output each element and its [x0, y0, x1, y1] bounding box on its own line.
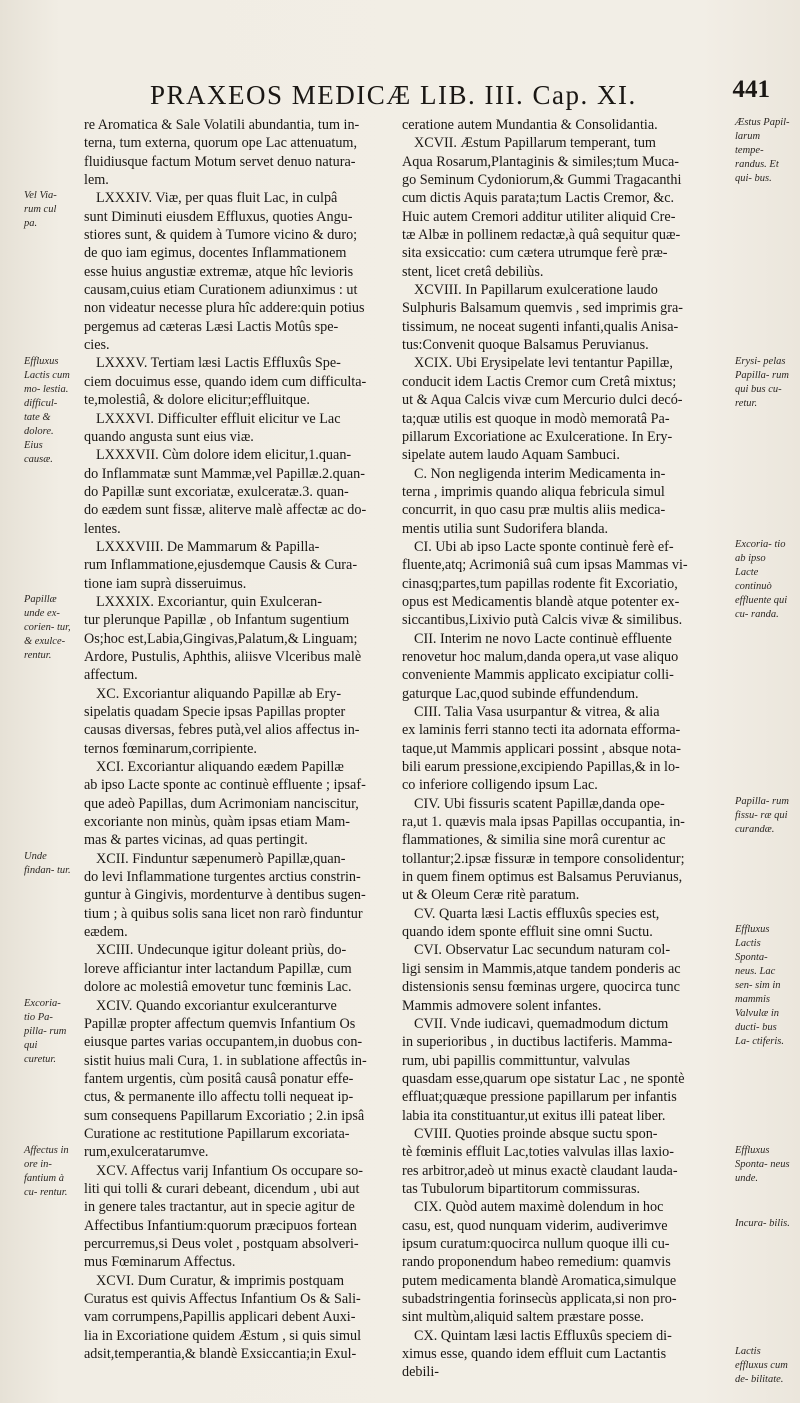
text-line: eædem. — [84, 924, 128, 941]
text-line: LXXXVII. Cùm dolore idem elicitur,1.quan- — [96, 447, 352, 464]
text-line: tas Tubulorum bipartitorum commissuras. — [402, 1180, 641, 1197]
text-line: Papillæ propter affectum quemvis Infantium Os — [84, 1015, 356, 1032]
text-line: subadstringentia forinsecùs applicata,si non pro- — [402, 1291, 677, 1307]
text-line: fluente,atq; Acrimoniâ suâ cum ipsas Mammas vi- — [402, 557, 688, 574]
text-line: Curatus est quivis Affectus Infantium Os & Sali- — [84, 1291, 361, 1307]
text-line: XCII. Finduntur sæpenumerò Papillæ,quan- — [96, 850, 346, 867]
right-text-column — [402, 116, 724, 1382]
text-line: ligi sensim in Mammis,atque tandem ponderis ac — [402, 960, 681, 977]
text-line: Os;hoc est,Labia,Gingivas,Palatum,& Linguam; — [84, 630, 358, 647]
text-line: tione iam suprà disseruimus. — [84, 575, 247, 592]
text-line: sipelate autem laudo Aquam Sambuci. — [402, 447, 620, 464]
text-line: percurremus,si Deus volet , postquam absolveri- — [84, 1235, 359, 1252]
margin-note: Lactis effluxus cum de- bilitate. — [735, 1346, 788, 1386]
text-line: Curatione ac restitutione Papillarum excoriata- — [84, 1125, 350, 1142]
text-line: rum,exulceratarumve. — [84, 1144, 209, 1161]
text-line: Huic autem Cremori additur utiliter aliquid Cre- — [402, 208, 676, 225]
text-line: causam,cuius etiam Curationem adiunximus : ut — [84, 282, 358, 299]
text-line: XCVI. Dum Curatur, & imprimis postquam — [96, 1272, 345, 1289]
text-line: tus:Convenit quoque Balsamus Peruvianus. — [402, 337, 649, 354]
text-line: gaturque Lac,quod subinde effundendum. — [402, 685, 639, 702]
margin-note: Unde findan- tur. — [24, 851, 71, 876]
text-line: ta;quæ utilis est quoque in modò memoratâ Pa- — [402, 410, 670, 427]
text-line: XCV. Affectus varij Infantium Os occupare so- — [96, 1162, 364, 1179]
margin-note: Papillæ unde ex- corien- tur, & exulce- rentur. — [24, 594, 71, 662]
text-line: lem. — [84, 172, 109, 189]
margin-note: Excoria- tio Pa- pilla- rum qui curetur. — [24, 997, 67, 1065]
text-line: Ardore, Pustulis, Aphthis, aliisve Vlceribus malè — [84, 648, 362, 665]
text-line: siccantibus,Lixivio putà Calcis vivæ & similibus. — [402, 612, 683, 629]
text-line: ctus, & permanente illo affectu tolli nequeat ip- — [84, 1089, 354, 1106]
text-line: XCVIII. In Papillarum exulceratione laudo — [414, 282, 658, 299]
text-line: ex laminis ferri stanno tecti ita adornata efforma- — [402, 722, 681, 739]
text-line: terna, tum externa, quorum ope Lac attenuatum, — [84, 135, 358, 152]
text-line: go Seminum Cydoniorum,& Gummi Tragacanthi — [402, 172, 682, 189]
text-line: tium ; à quibus solis sana licet non rarò finduntur — [84, 905, 363, 922]
text-line: sita exsiccatio: cum cætera utrumque ferè præ- — [402, 245, 668, 262]
text-line: in quem finem optimus est Balsamus Peruvianus, — [402, 869, 683, 886]
text-line: ra,ut 1. quævis mala ipsas Papillas occupantia, in- — [402, 814, 685, 831]
margin-note: Erysi- pelas Papilla- rum qui bus cu- retur. — [735, 355, 789, 409]
text-line: ab ipso Lacte sponte ac continuè effluente ; ipsaf- — [84, 777, 366, 794]
text-line: CV. Quarta læsi Lactis effluxûs species est, — [414, 905, 660, 922]
text-line: vam corrumpens,Papillis applicari debent Auxi- — [84, 1309, 356, 1326]
text-line: XCI. Excoriantur aliquando eædem Papillæ — [96, 759, 344, 776]
text-line: re Aromatica & Sale Volatili abundantia, tum in- — [84, 117, 360, 133]
text-line: ternos fœminarum,corripiente. — [84, 740, 257, 757]
text-line: cum dictis Aquis parata;tum Lactis Cremor, &c. — [402, 190, 675, 207]
text-line: causas diversas, febres putà,vel alios affectus in- — [84, 722, 360, 739]
text-line: CVIII. Quoties proinde absque suctu spon- — [414, 1125, 658, 1142]
text-line: ciem docuimus esse, quando idem cum difficulta- — [84, 373, 367, 390]
text-line: LXXXIV. Viæ, per quas fluit Lac, in culpâ — [96, 190, 338, 207]
text-line: Aqua Rosarum,Plantaginis & similes;tum Muca- — [402, 153, 680, 170]
text-line: adsit,temperantia,& blandè Exsiccantia;in Exul- — [84, 1346, 357, 1363]
left-text-column — [84, 116, 406, 1363]
margin-note: Papilla- rum fissu- ræ qui curandæ. — [735, 795, 789, 835]
text-line: stent, licet cretâ debiliùs. — [402, 263, 544, 280]
text-line: LXXXIX. Excoriantur, quin Exulceran- — [96, 593, 322, 610]
text-line: CIII. Talia Vasa usurpantur & vitrea, & alia — [414, 704, 660, 720]
text-line: dolore ac molestiâ emovetur tunc fœminis Lac. — [84, 979, 352, 996]
text-line: lia in Excoriatione quidem Æstum , si quis simul — [84, 1327, 362, 1344]
text-line: LXXXVI. Difficulter effluit elicitur ve Lac — [96, 410, 341, 427]
text-line: cinasq;partes,tum papillas rodente fit Excoriatio, — [402, 575, 678, 592]
text-line: res arbitror,adeò ut minus exactè claudant lauda- — [402, 1162, 678, 1179]
margin-note: Æstus Papil- larum tempe- randus. Et qui- bus. — [735, 117, 790, 184]
text-line: do eædem sunt fissæ, aliterve malè affectæ ac do- — [84, 502, 367, 519]
text-line: effluat;quæque pressione papillarum per infantis — [402, 1089, 677, 1106]
text-line: putem medicamenta blandè Aromatica,simulque — [402, 1272, 677, 1289]
text-line: taque,ut Mammis applicari possint , absque nota- — [402, 740, 681, 757]
text-line: tollantur;2.ipsæ fissuræ in tempore consolidentur; — [402, 850, 685, 867]
text-line: CVII. Vnde iudicavi, quemadmodum dictum — [414, 1015, 669, 1032]
text-line: affectum. — [84, 667, 138, 684]
text-line: co inferiore colligendo ipsum Lac. — [402, 777, 598, 794]
text-line: in superioribus , in ductibus lactiferis. Mamma- — [402, 1034, 673, 1051]
text-line: sunt Diminuti eiusdem Effluxus, quoties Angu- — [84, 208, 353, 225]
running-title: PRAXEOS MEDICÆ LIB. III. Cap. XI. — [150, 80, 637, 110]
text-line: XC. Excoriantur aliquando Papillæ ab Ery- — [96, 685, 342, 702]
margin-note: Affectus in ore in- fantium à cu- rentur. — [24, 1144, 69, 1198]
text-line: opus est Medicamentis blandè atque potenter ex- — [402, 593, 680, 610]
text-line: in genere tales tractantur, aut in specie agitur de — [84, 1199, 355, 1216]
text-line: ximus esse, quando idem effluit cum Lactantis — [402, 1346, 667, 1363]
text-line: CVI. Observatur Lac secundum naturam col- — [414, 942, 671, 959]
text-line: sint multùm,aliquid saltem præstare posse. — [402, 1309, 644, 1326]
text-line: CII. Interim ne novo Lacte continuè effluente — [414, 630, 672, 647]
text-line: ut & Oleum Ceræ ritè paratum. — [402, 887, 580, 904]
text-line: sum consequens Papillarum Excoriatio ; 2.in ipsâ — [84, 1107, 365, 1124]
margin-note: Excoria- tio ab ipso Lacte continuò effluente qui cu- randa. — [735, 539, 788, 621]
text-line: LXXXV. Tertiam læsi Lactis Effluxûs Spe- — [96, 355, 341, 372]
page-number: 441 — [732, 76, 770, 103]
text-line: excoriante non minùs, quàm ipsas etiam Mam- — [84, 814, 350, 831]
text-line: sipelatis quadam Specie ipsas Papillas propter — [84, 704, 346, 720]
margin-note: Incura- bilis. — [735, 1218, 790, 1229]
text-line: stiores sunt, & quidem à Tumore vicino & duro; — [84, 227, 358, 244]
text-line: de quo iam egimus, docentes Inflammationem — [84, 245, 347, 262]
text-line: rando proponendum habeo remedium: quamvis — [402, 1254, 671, 1271]
text-line: XCVII. Æstum Papillarum temperant, tum — [414, 135, 656, 152]
text-line: fluidiusque factum Motum servet denuo natura- — [84, 153, 356, 170]
text-line: XCIV. Quando excoriantur exulceranturve — [96, 997, 337, 1014]
text-line: C. Non negligenda interim Medicamenta in- — [414, 465, 666, 482]
text-line: fantem urgentis, cùm positâ causâ ponatur effe- — [84, 1070, 354, 1087]
text-line: tè fœminis effluit Lac,toties valvulas illas laxio- — [402, 1144, 674, 1161]
text-line: conveniente Mammis applicato excipiatur colli- — [402, 667, 674, 684]
margin-note: Vel Via- rum cul pa. — [24, 190, 57, 230]
text-line: conducit idem Lactis Cremor cum Cretâ mixtus; — [402, 373, 677, 390]
text-line: debili- — [402, 1364, 440, 1381]
text-line: CIX. Quòd autem maximè dolendum in hoc — [414, 1199, 664, 1216]
text-line: eiusque partes varias occupantem,in duobus con- — [84, 1034, 363, 1051]
text-line: LXXXVIII. De Mammarum & Papilla- — [96, 538, 320, 555]
text-line: loreve afficiantur inter lactandum Papillæ, cum — [84, 960, 352, 977]
text-line: quando idem sponte effluit sine omni Suctu. — [402, 924, 653, 941]
text-line: CX. Quintam læsi lactis Effluxûs speciem di- — [414, 1327, 672, 1344]
text-line: labia ita constituantur,ut exitus illi pateat liber. — [402, 1107, 666, 1124]
text-line: rum Inflammatione,ejusdemque Causis & Cura- — [84, 557, 358, 574]
text-line: pillarum Excoriatione ac Exulceratione. In Ery- — [402, 428, 673, 445]
text-line: renovetur hoc malum,danda opera,ut vase aliquo — [402, 648, 679, 665]
text-line: XCIX. Ubi Erysipelate levi tentantur Papillæ, — [414, 355, 673, 372]
text-line: non videatur necesse plura hîc addere:quin potius — [84, 300, 365, 317]
text-line: ceratione autem Mundantia & Consolidantia. — [402, 117, 658, 133]
text-line: guntur à Gingivis, mordenturve à dentibus sugen- — [84, 887, 366, 904]
text-line: do Papillæ sunt excoriatæ, exulceratæ.3. quan- — [84, 483, 349, 500]
running-header — [150, 76, 770, 114]
text-line: sistit huius mali Cura, 1. in sublatione affectûs in- — [84, 1052, 367, 1069]
text-line: Sulphuris Balsamum quemvis , sed imprimis gra- — [402, 300, 683, 317]
text-line: do levi Inflammatione turgentes arctius constrin- — [84, 869, 361, 886]
text-line: tur plerunque Papillæ , ob Infantum sugentium — [84, 612, 350, 629]
text-line: flammationes, & similia sine morâ curentur ac — [402, 832, 666, 849]
text-line: tissimum, ne noceat sugenti infanti,qualis Anisa- — [402, 318, 679, 335]
text-line: rum, ubi papillis committuntur, valvulas — [402, 1052, 630, 1069]
text-line: mas & partes vicinas, ad quas pertingit. — [84, 832, 308, 849]
margin-note: Effluxus Lactis cum mo- lestia. difficul- tate & dolore. Eius causæ. — [24, 355, 70, 465]
text-line: CI. Ubi ab ipso Lacte sponte continuè ferè ef- — [414, 538, 674, 555]
text-line: pergemus ad cæteras Læsi Lactis Motûs spe- — [84, 318, 339, 335]
text-line: mus Fœminarum Affectus. — [84, 1254, 236, 1271]
text-line: que adeò Papillas, dum Acrimoniam nanciscitur, — [84, 795, 359, 812]
text-line: Affectibus Infantium:quorum præcipuos fortean — [84, 1217, 357, 1234]
text-line: XCIII. Undecunque igitur doleant priùs, do- — [96, 942, 347, 959]
margin-note: Effluxus Lactis Sponta- neus. Lac sen- sim in mammis Valvulæ in ducti- bus La- ctiferis. — [735, 924, 784, 1048]
text-line: esse huius angustiæ extremæ, atque hîc levioris — [84, 263, 354, 280]
margin-note: Effluxus Sponta- neus unde. — [735, 1144, 790, 1184]
text-line: Mammis admovere solent infantes. — [402, 997, 602, 1014]
text-line: te,molestiâ, & dolore elicitur;effluitque. — [84, 392, 310, 409]
text-line: ipsum curatum:quocirca nullum quoque illi cu- — [402, 1235, 670, 1252]
text-line: terna , imprimis quando aliqua febricula simul — [402, 483, 665, 500]
text-line: quando angusta sunt eius viæ. — [84, 428, 254, 445]
text-line: quasdam esse,quarum ope sistatur Lac , ne spontè — [402, 1070, 685, 1087]
text-line: bili earum pressione,excipiendo Papillas,& in lo- — [402, 759, 680, 776]
text-line: casu, est, quod nunquam viderim, audiverimve — [402, 1217, 668, 1234]
text-line: do Inflammatæ sunt Mammæ,vel Papillæ.2.quan- — [84, 465, 365, 482]
text-line: ut & Aqua Calcis vivæ cum Mercurio dulci decó- — [402, 392, 683, 409]
text-line: mentis utilia sunt Sudorifera blanda. — [402, 520, 609, 537]
text-line: distensionis sensu fœminas urgere, quocirca tunc — [402, 979, 680, 996]
text-line: tæ Albæ in pollinem redactæ,à quâ sequitur quæ- — [402, 227, 681, 244]
text-line: lentes. — [84, 520, 121, 537]
text-line: cies. — [84, 337, 110, 354]
text-line: concurrit, in quo casu præ multis aliis medica- — [402, 502, 666, 519]
text-line: CIV. Ubi fissuris scatent Papillæ,danda ope- — [414, 795, 665, 812]
text-line: liti qui tolli & curari debeant, dicendum , ubi aut — [84, 1180, 360, 1197]
